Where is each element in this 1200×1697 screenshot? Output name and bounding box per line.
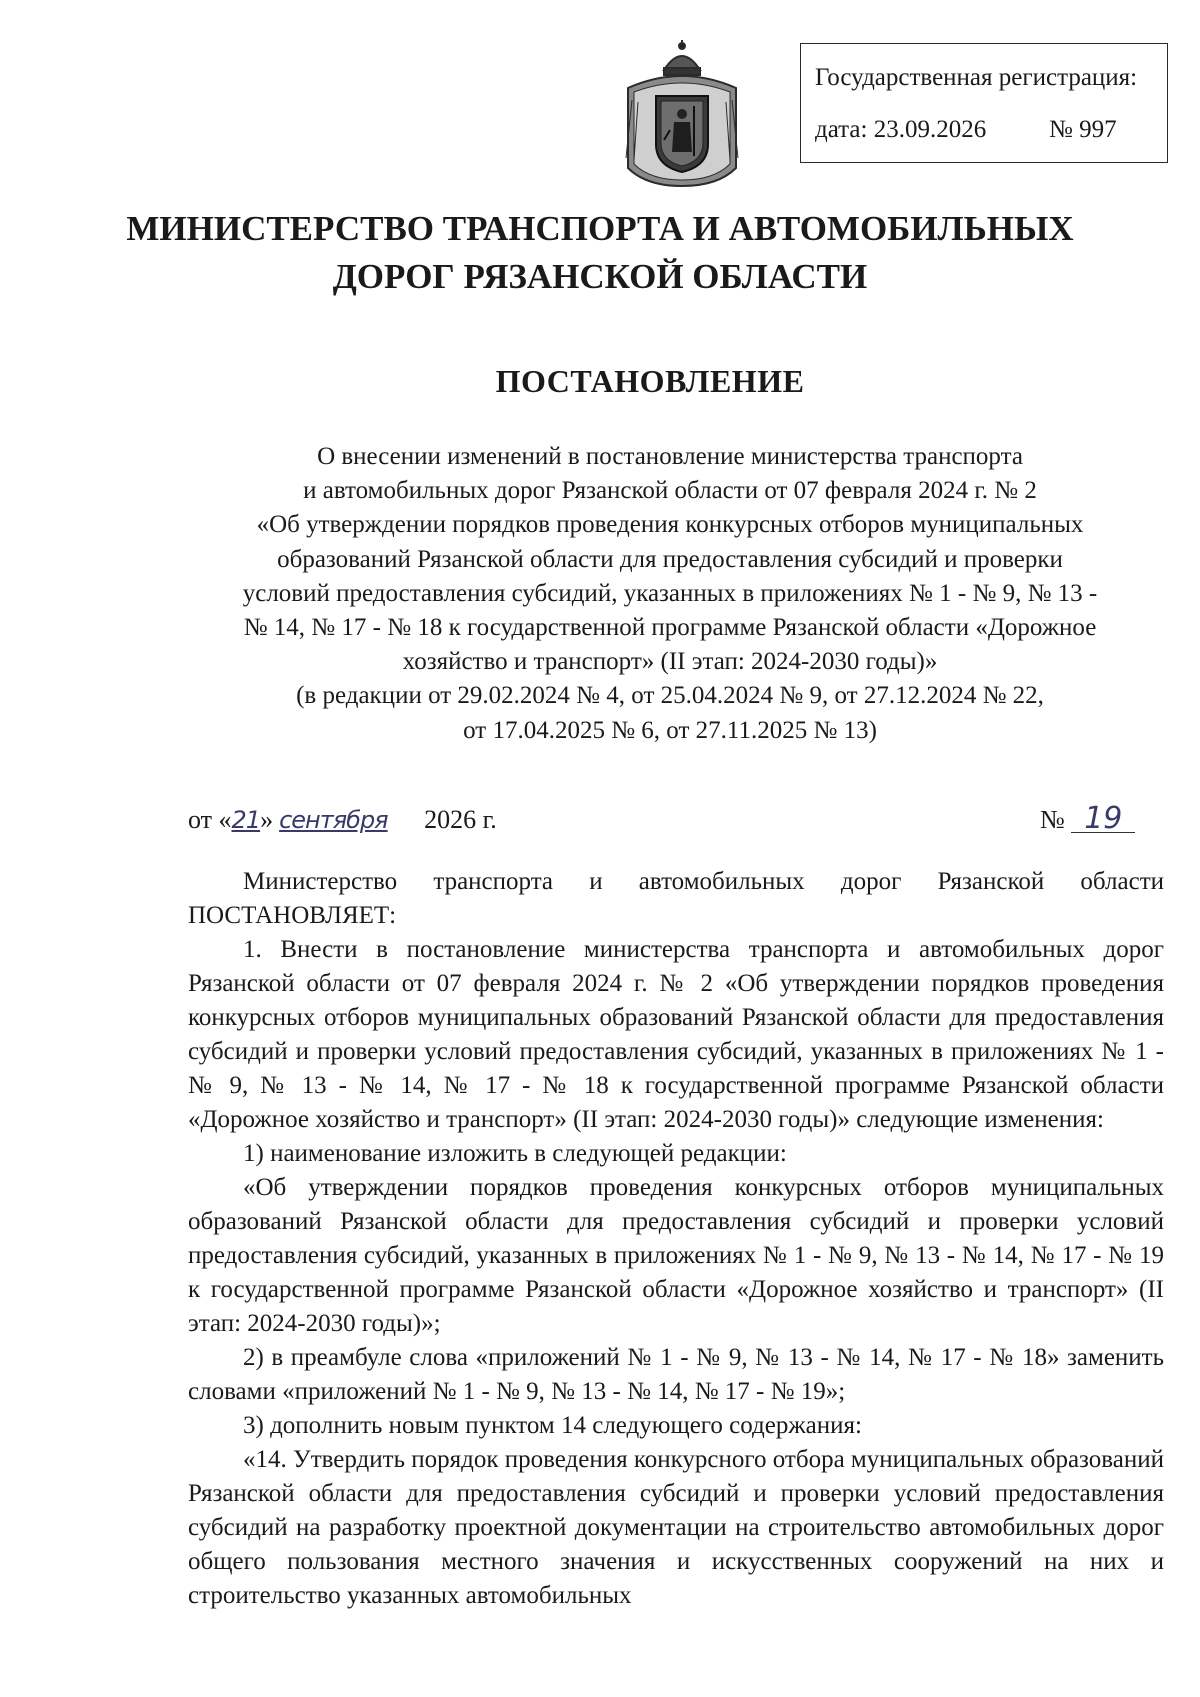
registration-number: № 997: [1049, 116, 1117, 143]
document-body: [188, 865, 1164, 1613]
date-quote-close: »: [260, 805, 274, 834]
subject-line: О внесении изменений в постановление министерства транспорта: [317, 443, 1023, 470]
state-registration-stamp: [800, 43, 1168, 163]
handwritten-month: сентября: [279, 806, 388, 834]
ministry-name-line-1: МИНИСТЕРСТВО ТРАНСПОРТА И АВТОМОБИЛЬНЫХ: [126, 209, 1074, 248]
ministry-name: [0, 205, 1200, 301]
paragraph: 1. Внести в постановление министерства транспорта и автомобильных дорог Рязанской области от 07 февраля 2024 г. № 2 «Об утверждении порядков проведения конкурсных отборов муниципальных образований Рязанской области для предоставления субсидий и проверки условий предоставления субсидий, указанных в приложениях № 1 - № 9, № 13 - № 14, № 17 - № 18 к государственной программе Рязанской области «Дорожное хозяйство и транспорт» (II этап: 2024-2030 годы)» следующие изменения:: [188, 936, 1164, 1133]
subject-line: хозяйство и транспорт» (II этап: 2024-2030 годы)»: [402, 648, 938, 676]
handwritten-day: 21: [231, 806, 261, 834]
subject-line: от 17.04.2025 № 6, от 27.11.2025 № 13): [463, 716, 877, 744]
subject-line: (в редакции от 29.02.2024 № 4, от 25.04.2024 № 9, от 27.12.2024 № 22,: [296, 682, 1044, 710]
paragraph: 1) наименование изложить в следующей редакции:: [243, 1140, 787, 1167]
registration-date: дата: 23.09.2026: [815, 116, 987, 143]
registration-title: Государственная регистрация:: [815, 64, 1138, 91]
paragraph: 3) дополнить новым пунктом 14 следующего содержания:: [243, 1412, 862, 1439]
subject-line: «Об утверждении порядков проведения конкурсных отборов муниципальных: [256, 511, 1084, 539]
subject-line: условий предоставления субсидий, указанных в приложениях № 1 - № 9, № 13 -: [242, 579, 1098, 607]
subject-line: и автомобильных дорог Рязанской области от 07 февраля 2024 г. № 2: [303, 477, 1037, 505]
coat-of-arms-icon: [618, 40, 746, 190]
date-prefix: от «: [188, 805, 232, 834]
paragraph: 2) в преамбуле слова «приложений № 1 - № 9, № 13 - № 14, № 17 - № 18» заменить словами «приложений № 1 - № 9, № 13 - № 14, № 17 - № 19»;: [188, 1344, 1164, 1405]
document-subject: [170, 440, 1170, 748]
subject-line: № 14, № 17 - № 18 к государственной программе Рязанской области «Дорожное: [243, 614, 1097, 642]
decree-date: [188, 805, 497, 835]
document-type: ПОСТАНОВЛЕНИЕ: [495, 363, 805, 399]
date-year: 2026 г.: [424, 805, 497, 834]
paragraph: «Об утверждении порядков проведения конкурсных отборов муниципальных образований Рязанской области для предоставления субсидий и проверки условий предоставления субсидий, указанных в приложениях № 1 - № 9, № 13 - № 14, № 17 - № 19 к государственной программе Рязанской области «Дорожное хозяйство и транспорт» (II этап: 2024-2030 годы)»;: [188, 1174, 1164, 1337]
ministry-name-line-2: ДОРОГ РЯЗАНСКОЙ ОБЛАСТИ: [332, 257, 868, 296]
handwritten-number: 19: [1071, 806, 1135, 833]
paragraph: Министерство транспорта и автомобильных дорог Рязанской области ПОСТАНОВЛЯЕТ:: [188, 868, 1164, 929]
number-sign: №: [1040, 805, 1065, 834]
decree-number: [1040, 801, 1135, 836]
subject-line: образований Рязанской области для предоставления субсидий и проверки: [277, 545, 1063, 573]
paragraph: «14. Утвердить порядок проведения конкурсного отбора муниципальных образований Рязанской области для предоставления субсидий и проверки условий предоставления субсидий на разработку проектной документации на строительство автомобильных дорог общего пользования местного значения и искусственных сооружений на них и строительство указанных автомобильных: [188, 1446, 1164, 1609]
